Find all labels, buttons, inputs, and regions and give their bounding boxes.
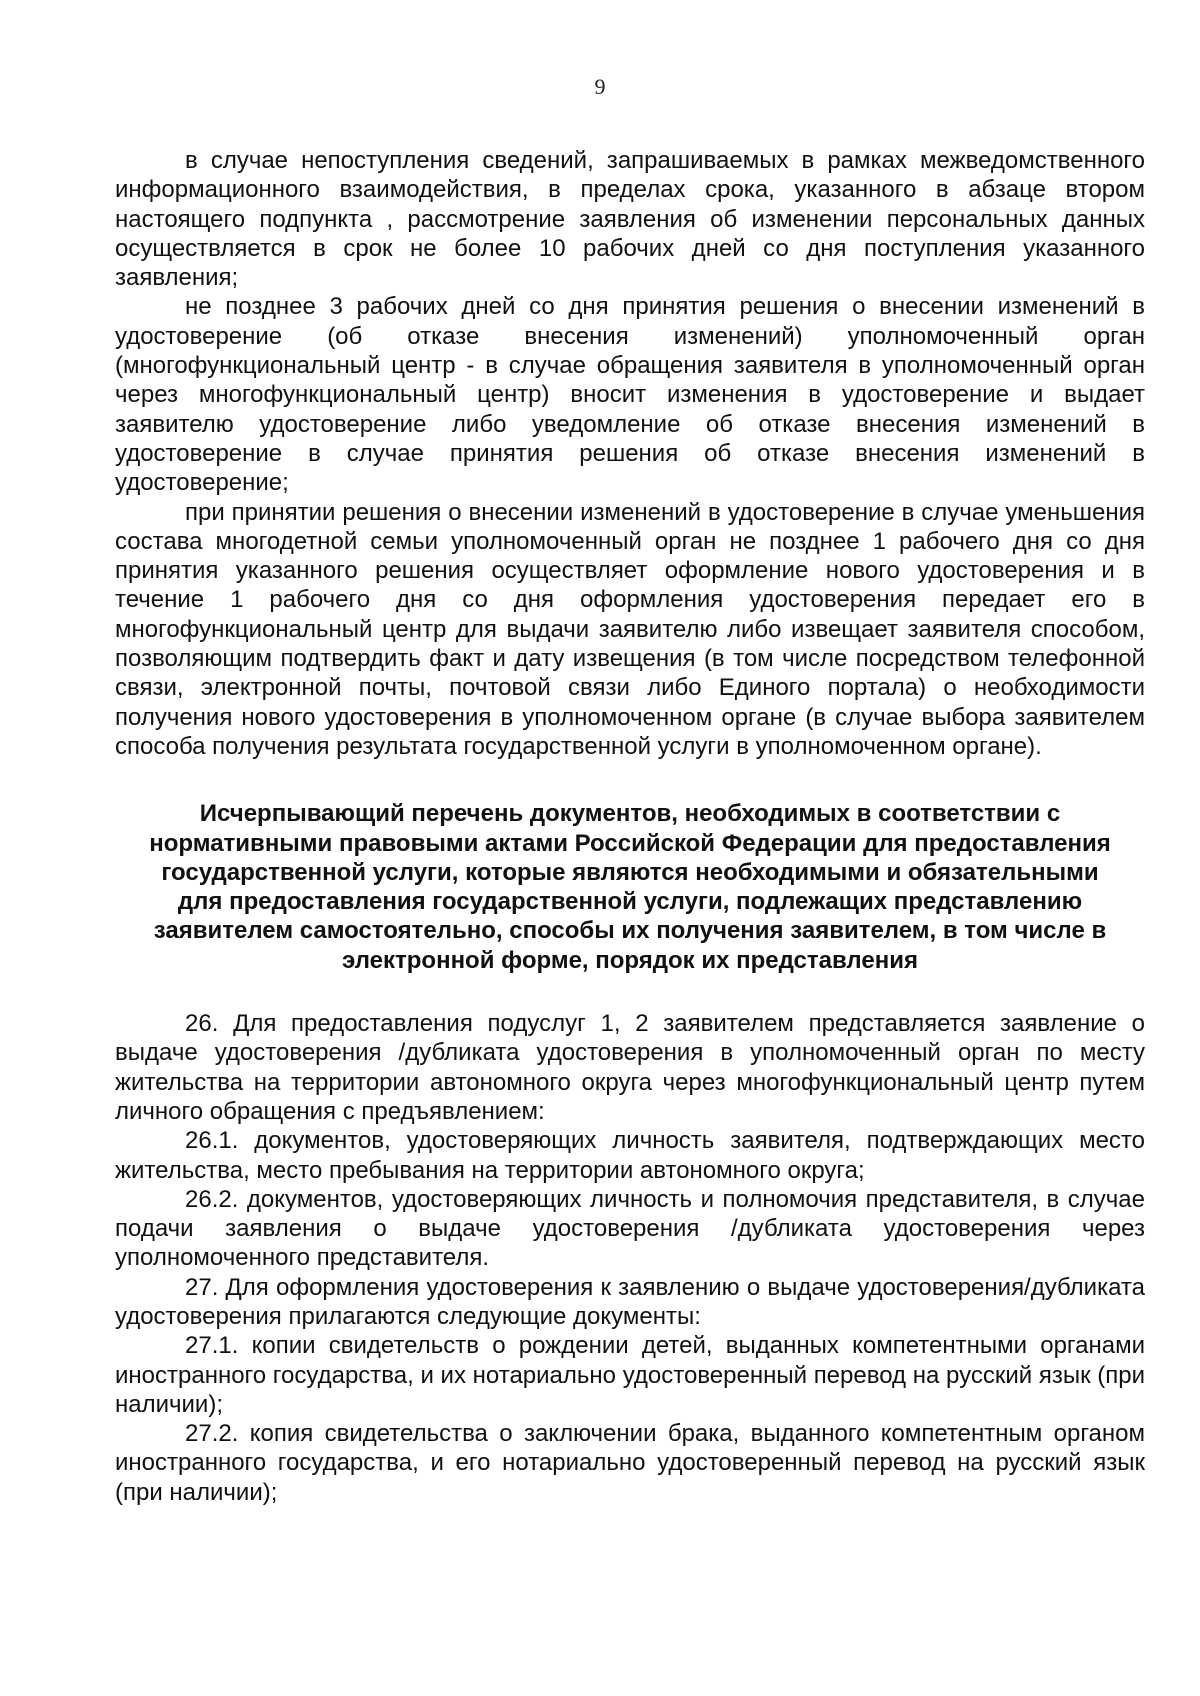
paragraph: не позднее 3 рабочих дней со дня принятия решения о внесении изменений в удостоверение (об отказе внесения изменений) уполномоченный орган (многофункциональный центр - в случае обращения заявителя в уполномоченный орган через многофункциональный центр) вносит изменения в удостоверение и выдает заявителю удостоверение либо уведомление об отказе внесения изменений в удостоверение в случае принятия решения об отказе внесения изменений в удостоверение; bbox=[115, 293, 1145, 497]
document-body bbox=[115, 146, 1145, 1507]
page-number: 9 bbox=[594, 74, 606, 99]
paragraph: 26. Для предоставления подуслуг 1, 2 заявителем представляется заявление о выдаче удостоверения /дубликата удостоверения в уполномоченный орган по месту жительства на территории автономного округа через многофункциональный центр путем личного обращения с предъявлением: bbox=[115, 1010, 1145, 1125]
paragraph: 26.2. документов, удостоверяющих личность и полномочия представителя, в случае подачи заявления о выдаче удостоверения /дубликата удостоверения через уполномоченного представителя. bbox=[115, 1185, 1145, 1272]
section-heading: Исчерпывающий перечень документов, необходимых в соответствии с нормативными правовыми актами Российской Федерации для предоставления государственной услуги, которые являются необходимыми и обязательными для предоставления государственной услуги, подлежащих представлению заявителем самостоятельно, способы их получения заявителем, в том числе в электронной форме, порядок их представления bbox=[149, 800, 1111, 974]
paragraph: 27. Для оформления удостоверения к заявлению о выдаче удостоверения/дубликата удостоверения прилагаются следующие документы: bbox=[115, 1273, 1145, 1330]
paragraph: в случае непоступления сведений, запрашиваемых в рамках межведомственного информационного взаимодействия, в пределах срока, указанного в абзаце втором настоящего подпункта , рассмотрение заявления об изменении персональных данных осуществляется в срок не более 10 рабочих дней со дня поступления указанного заявления; bbox=[115, 147, 1145, 292]
paragraph: 27.1. копии свидетельств о рождении детей, выданных компетентными органами иностранного государства, и их нотариально удостоверенный перевод на русский язык (при наличии); bbox=[115, 1332, 1145, 1418]
paragraph: 26.1. документов, удостоверяющих личность заявителя, подтверждающих место жительства, место пребывания на территории автономного округа; bbox=[115, 1127, 1145, 1184]
paragraph: 27.2. копия свидетельства о заключении брака, выданного компетентным органом иностранного государства, и его нотариально удостоверенный перевод на русский язык (при наличии); bbox=[115, 1420, 1145, 1506]
paragraph: при принятии решения о внесении изменений в удостоверение в случае уменьшения состава многодетной семьи уполномоченный орган не позднее 1 рабочего дня со дня принятия указанного решения осуществляет оформление нового удостоверения и в течение 1 рабочего дня со дня оформления удостоверения передает его в многофункциональный центр для выдачи заявителю либо извещает заявителя способом, позволяющим подтвердить факт и дату извещения (в том числе посредством телефонной связи, электронной почты, почтовой связи либо Единого портала) о необходимости получения нового удостоверения в уполномоченном органе (в случае выбора заявителем способа получения результата государственной услуги в уполномоченном органе). bbox=[115, 498, 1145, 760]
